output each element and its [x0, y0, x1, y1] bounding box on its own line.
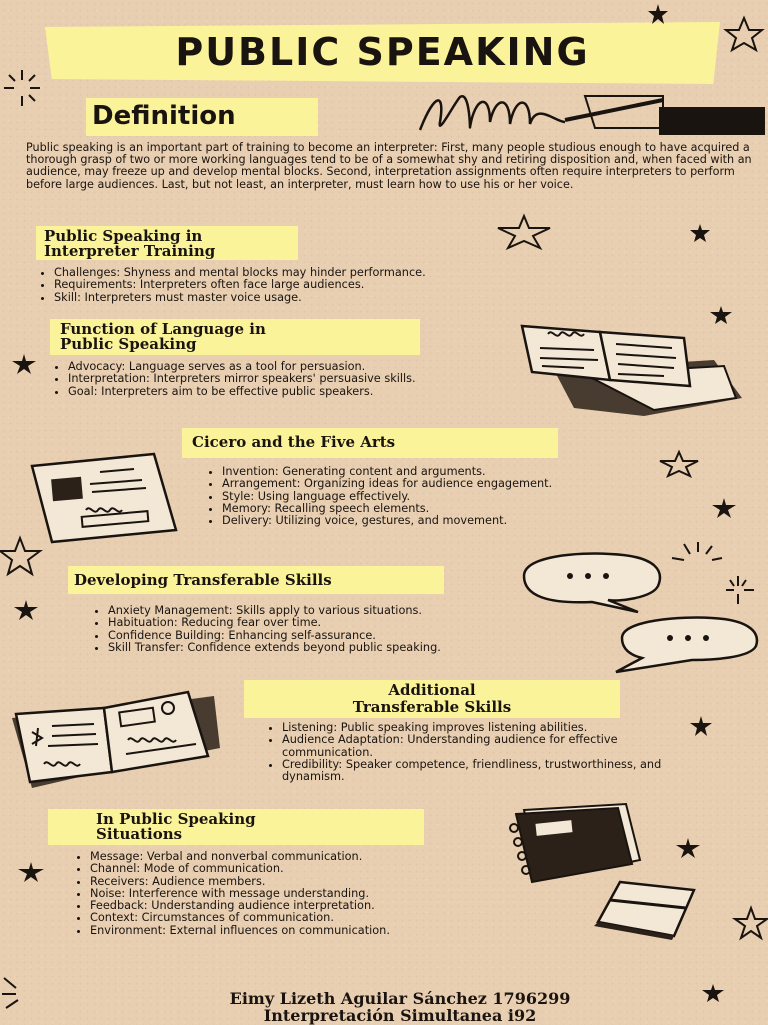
- list-item: • Feedback: Understanding audience interpretation.: [90, 900, 530, 912]
- list-item: • Anxiety Management: Skills apply to various situations.: [108, 605, 528, 617]
- section-3-list: [206, 466, 642, 527]
- star-icon: [690, 224, 710, 242]
- list-item: • Audience Adaptation: Understanding audience for effective communication.: [282, 734, 702, 759]
- section-2-list: [52, 361, 508, 398]
- list-item: • Channel: Mode of communication.: [90, 863, 530, 875]
- notebook-icon: [8, 688, 220, 796]
- section-3-heading: Cicero and the Five Arts: [192, 433, 396, 451]
- list-item: • Interpretation: Interpreters mirror speakers' persuasive skills.: [68, 373, 508, 385]
- star-outline-icon: [734, 906, 768, 942]
- list-item: • Skill: Interpreters must master voice usage.: [54, 292, 644, 304]
- list-item: • Message: Verbal and nonverbal communication.: [90, 851, 530, 863]
- star-icon: [676, 838, 700, 858]
- definition-heading: Definition: [92, 101, 236, 131]
- definition-text: Public speaking is an important part of training to become an interpreter: First, many people studious enough to have acquired a thorough grasp of two or more working languages tend to be of a somewhat shy and retiring disposition and, when faced with an audience, may freeze up and develop mental blocks. Second, interpretation assignments often require interpreters to perform before large audiences. Last, but not least, an interpreter, must learn how to use his or her voice.: [26, 141, 752, 191]
- list-item: • Credibility: Speaker competence, friendliness, trustworthiness, and dynamism.: [282, 759, 702, 784]
- section-5-heading: Additional Transferable Skills: [352, 681, 512, 716]
- sparkle-icon: [664, 540, 764, 606]
- list-item: • Noise: Interference with message understanding.: [90, 888, 530, 900]
- list-item: • Receivers: Audience members.: [90, 876, 530, 888]
- star-icon: [18, 862, 44, 882]
- star-icon: [12, 354, 36, 374]
- list-item: • Requirements: Interpreters often face large audiences.: [54, 279, 644, 291]
- section-1-list: [38, 267, 644, 304]
- section-1-heading: Public Speaking in Interpreter Training: [44, 227, 216, 260]
- star-outline-icon: [724, 16, 764, 52]
- list-item: • Environment: External influences on communication.: [90, 925, 530, 937]
- open-book-icon: [514, 320, 746, 424]
- star-icon: [702, 984, 724, 1002]
- page-title: PUBLIC SPEAKING: [175, 30, 590, 74]
- speech-bubble-icon: [518, 550, 668, 614]
- list-item: • Skill Transfer: Confidence extends beyond public speaking.: [108, 642, 528, 654]
- section-6-list: [74, 851, 530, 937]
- list-item: • Memory: Recalling speech elements.: [222, 503, 642, 515]
- list-item: • Challenges: Shyness and mental blocks may hinder performance.: [54, 267, 644, 279]
- section-4-heading: Developing Transferable Skills: [74, 571, 332, 589]
- closed-notebook-icon: [590, 878, 700, 942]
- section-5-list: [266, 722, 702, 783]
- footer-credit: Eimy Lizeth Aguilar Sánchez 1796299 Interpretación Simultanea i92: [229, 989, 571, 1025]
- list-item: • Style: Using language effectively.: [222, 491, 642, 503]
- section-6-heading: In Public Speaking Situations: [96, 810, 256, 843]
- section-4-list: [92, 605, 528, 654]
- list-item: • Goal: Interpreters aim to be effective public speakers.: [68, 386, 508, 398]
- list-item: • Confidence Building: Enhancing self-assurance.: [108, 630, 528, 642]
- star-icon: [14, 600, 38, 620]
- planner-icon: [506, 800, 642, 884]
- star-icon: [690, 716, 712, 736]
- list-item: • Habituation: Reducing fear over time.: [108, 617, 528, 629]
- list-item: • Arrangement: Organizing ideas for audience engagement.: [222, 478, 642, 490]
- star-outline-icon: [496, 214, 552, 250]
- star-outline-icon: [658, 450, 700, 478]
- list-item: • Delivery: Utilizing voice, gestures, and movement.: [222, 515, 642, 527]
- star-icon: [648, 4, 668, 24]
- list-item: • Invention: Generating content and arguments.: [222, 466, 642, 478]
- resume-card-icon: [30, 452, 180, 544]
- sparkle-icon: [0, 66, 44, 110]
- speech-bubble-icon: [612, 614, 762, 674]
- pen-writing-icon: [415, 92, 765, 142]
- star-icon: [712, 498, 736, 518]
- list-item: • Advocacy: Language serves as a tool for persuasion.: [68, 361, 508, 373]
- list-item: • Listening: Public speaking improves listening abilities.: [282, 722, 702, 734]
- sparkle-icon: [0, 974, 40, 1018]
- list-item: • Context: Circumstances of communication.: [90, 912, 530, 924]
- section-2-heading: Function of Language in Public Speaking: [60, 320, 266, 353]
